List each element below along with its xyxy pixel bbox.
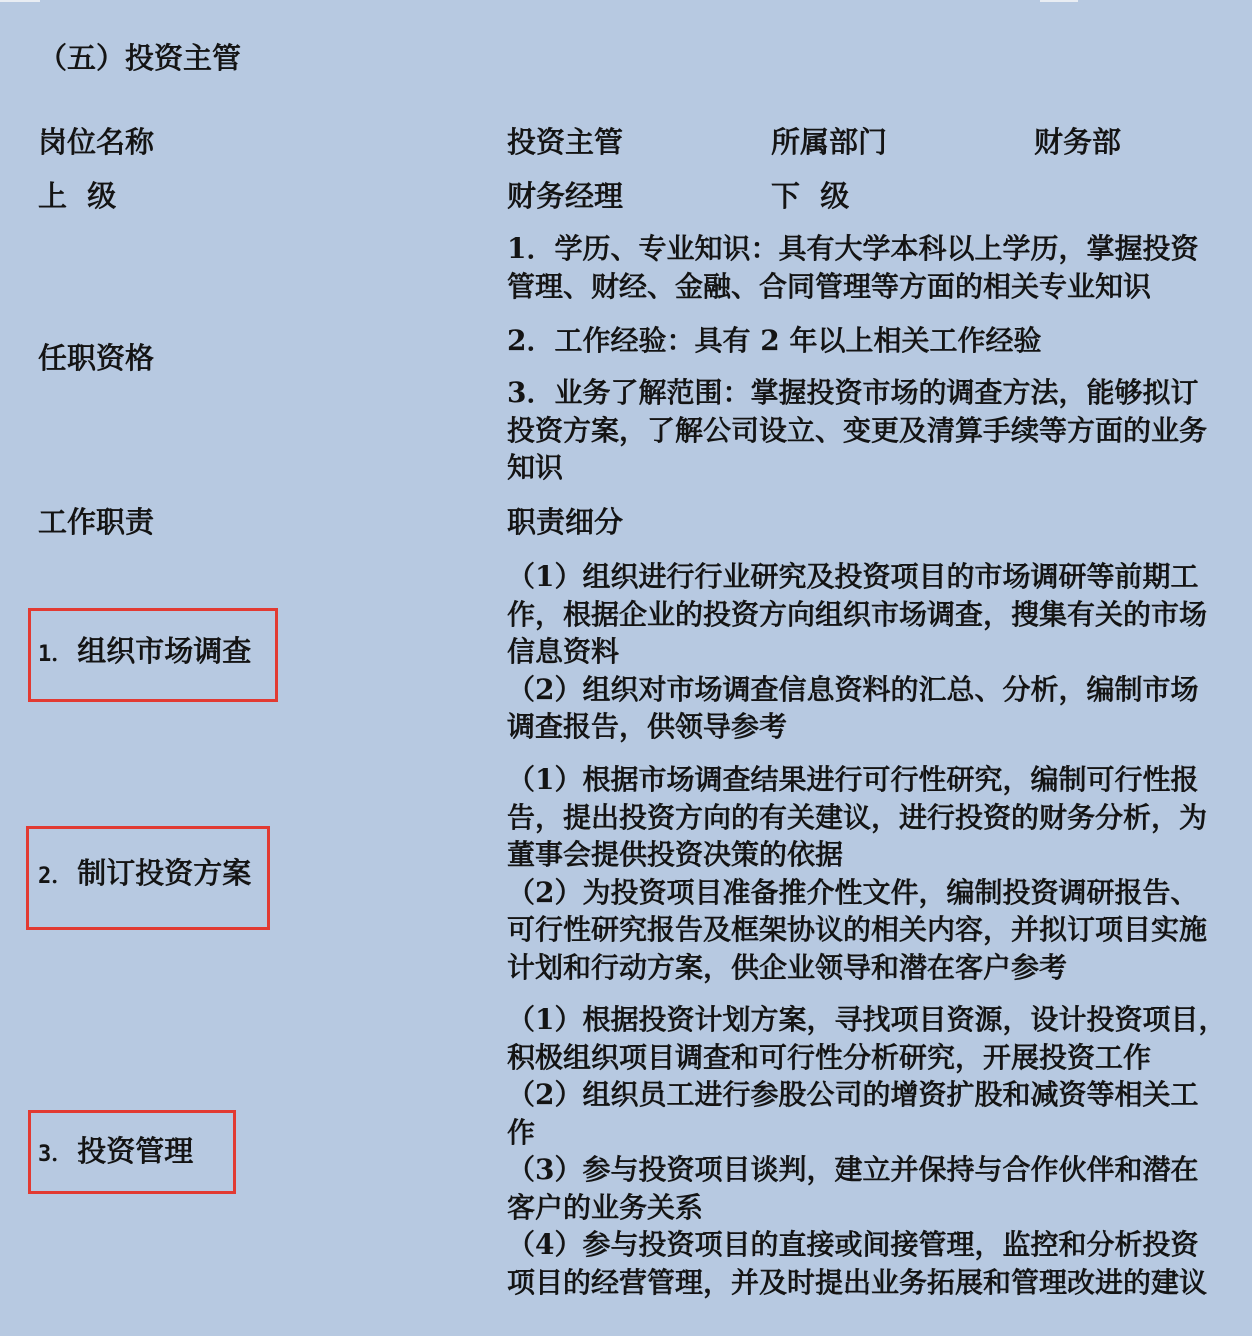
top-edge-mark-left [0,0,40,2]
qualification-item-2 [507,322,1041,360]
qualification-item-1-line: 管理、财经、金融、合同管理等方面的相关专业知识 [507,269,1152,303]
dept-label: 所属部门 [771,125,888,159]
duty-3-detail-line: 项目的经营管理，并及时提出业务拓展和管理改进的建议 [507,1265,1208,1299]
duties-label: 工作职责 [38,505,155,539]
duty-2-title [38,855,251,895]
duty-3-detail-line: （3）参与投资项目谈判，建立并保持与合作伙伴和潜在 [507,1153,1199,1186]
duty-1-detail-line: （2）组织对市场调查信息资料的汇总、分析，编制市场 [507,672,1199,706]
duty-3-title-text: 投资管理 [77,1134,194,1168]
duty-3-detail-line: （1）根据投资计划方案，寻找项目资源，设计投资项目， [507,1003,1227,1036]
qualification-label: 任职资格 [38,341,155,375]
duty-2-detail-line: （1）根据市场调查结果进行可行性研究，编制可行性报 [507,763,1199,796]
qualification-item-3-line: 投资方案，了解公司设立、变更及清算手续等方面的业务 [507,413,1208,447]
duty-2-detail-line: 计划和行动方案，供企业领导和潜在客户参考 [507,950,1068,984]
duty-1-detail-line: 作，根据企业的投资方向组织市场调查，搜集有关的市场 [507,597,1208,631]
duty-1-number: 1． [38,642,74,667]
duty-3-number: 3． [38,1142,74,1167]
duty-2-detail-line: 董事会提供投资决策的依据 [507,838,844,871]
duty-1-detail-line: （1）组织进行行业研究及投资项目的市场调研等前期工 [507,560,1199,593]
top-edge-mark-right [1040,0,1078,2]
subordinate-label: 下 级 [771,179,850,213]
position-value: 投资主管 [507,125,624,159]
duty-2-number: 2． [38,864,74,889]
duty-2-details [507,761,1207,986]
dept-value: 财务部 [1034,125,1122,159]
qualification-item-2-line: 2．工作经验：具有 2 年以上相关工作经验 [507,324,1042,357]
superior-label: 上 级 [38,179,117,213]
duty-2-detail-line: 可行性研究报告及框架协议的相关内容，并拟订项目实施 [507,913,1208,946]
duty-3-detail-line: 积极组织项目调查和可行性分析研究，开展投资工作 [507,1040,1152,1074]
qualification-item-1 [507,230,1199,305]
duty-2-detail-line: （2）为投资项目准备推介性文件，编制投资调研报告、 [507,875,1199,909]
duty-1-details [507,558,1207,746]
duty-2-detail-line: 告，提出投资方向的有关建议，进行投资的财务分析，为 [507,800,1208,834]
duty-1-title [38,633,251,673]
duty-3-detail-line: （4）参与投资项目的直接或间接管理，监控和分析投资 [507,1228,1199,1261]
section-title: （五）投资主管 [38,41,242,75]
duties-detail-label: 职责细分 [507,505,624,539]
duty-1-title-text: 组织市场调查 [77,634,252,668]
qualification-item-3 [507,374,1207,487]
qualification-item-1-line: 1．学历、专业知识：具有大学本科以上学历，掌握投资 [507,232,1199,265]
qualification-item-3-line: 3．业务了解范围：掌握投资市场的调查方法，能够拟订 [507,376,1199,409]
qualification-item-3-line: 知识 [507,451,564,484]
position-label: 岗位名称 [38,125,155,159]
duty-3-detail-line: 作 [507,1115,536,1149]
duty-1-detail-line: 信息资料 [507,635,620,668]
duty-2-title-text: 制订投资方案 [77,856,252,890]
duty-3-detail-line: 客户的业务关系 [507,1190,704,1224]
superior-value: 财务经理 [507,179,624,213]
duty-3-details [507,1001,1227,1301]
duty-1-detail-line: 调查报告，供领导参考 [507,710,788,743]
duty-3-detail-line: （2）组织员工进行参股公司的增资扩股和减资等相关工 [507,1078,1199,1111]
duty-3-title [38,1133,193,1173]
